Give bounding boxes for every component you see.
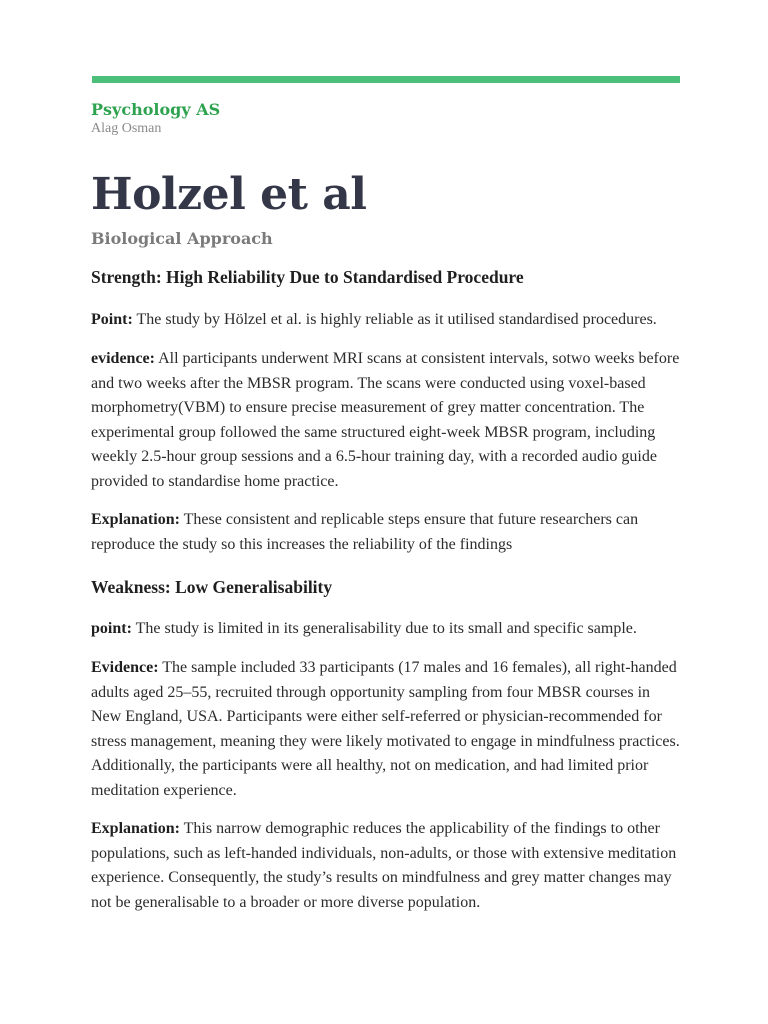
weakness-explanation-text: This narrow demographic reduces the applicability of the findings to other populations, such as left-handed individuals, non-adults, or those with extensive meditation experience. Consequently, the study’s results on mindfulness and grey matter changes may not be generalisable to a broader or more diverse population.: [91, 820, 677, 911]
page-title: Holzel et al: [91, 169, 367, 220]
top-accent-rule: [92, 76, 680, 83]
weakness-heading: Weakness: Low Generalisability: [91, 577, 333, 597]
weakness-evidence-text: The sample included 33 participants (17 males and 16 females), all right-handed adults aged 25–55, recruited through opportunity sampling from four MBSR courses in New England, USA. Participants were either self-referred or physician-recommended for stress management, meaning they were likely motivated to engage in mindfulness practices. Additionally, the participants were all healthy, not on medication, and had limited prior meditation experience.: [91, 659, 680, 799]
strength-explanation-text: These consistent and replicable steps ensure that future researchers can reproduce the study so this increases the reliability of the findings: [91, 511, 639, 553]
weakness-point-paragraph: [91, 617, 681, 642]
strength-heading: Strength: High Reliability Due to Standardised Procedure: [91, 267, 524, 287]
strength-evidence-paragraph: [91, 347, 681, 494]
weakness-evidence-label: Evidence:: [91, 659, 159, 676]
weakness-explanation-paragraph: [91, 817, 681, 915]
strength-point-paragraph: [91, 308, 681, 333]
strength-point-text: The study by Hölzel et al. is highly reliable as it utilised standardised procedures.: [132, 311, 657, 328]
weakness-point-label: point:: [91, 620, 132, 637]
weakness-point-text: The study is limited in its generalisability due to its small and specific sample.: [131, 620, 637, 637]
strength-explanation-paragraph: [91, 508, 681, 557]
weakness-explanation-label: Explanation:: [91, 820, 180, 837]
author-name: Alag Osman: [91, 121, 162, 136]
strength-evidence-text: All participants underwent MRI scans at consistent intervals, sotwo weeks before and two weeks after the MBSR program. The scans were conducted using voxel-based morphometry(VBM) to ensure precise measurement of grey matter concentration. The experimental group followed the same structured eight-week MBSR program, including weekly 2.5-hour group sessions and a 6.5-hour training day, with a recorded audio guide provided to standardise home practice.: [91, 350, 680, 490]
page-subtitle: Biological Approach: [91, 229, 273, 248]
strength-evidence-label: evidence:: [91, 350, 155, 367]
strength-point-label: Point:: [91, 311, 133, 328]
strength-explanation-label: Explanation:: [91, 511, 180, 528]
weakness-evidence-paragraph: [91, 656, 681, 803]
course-name: Psychology AS: [91, 100, 221, 119]
